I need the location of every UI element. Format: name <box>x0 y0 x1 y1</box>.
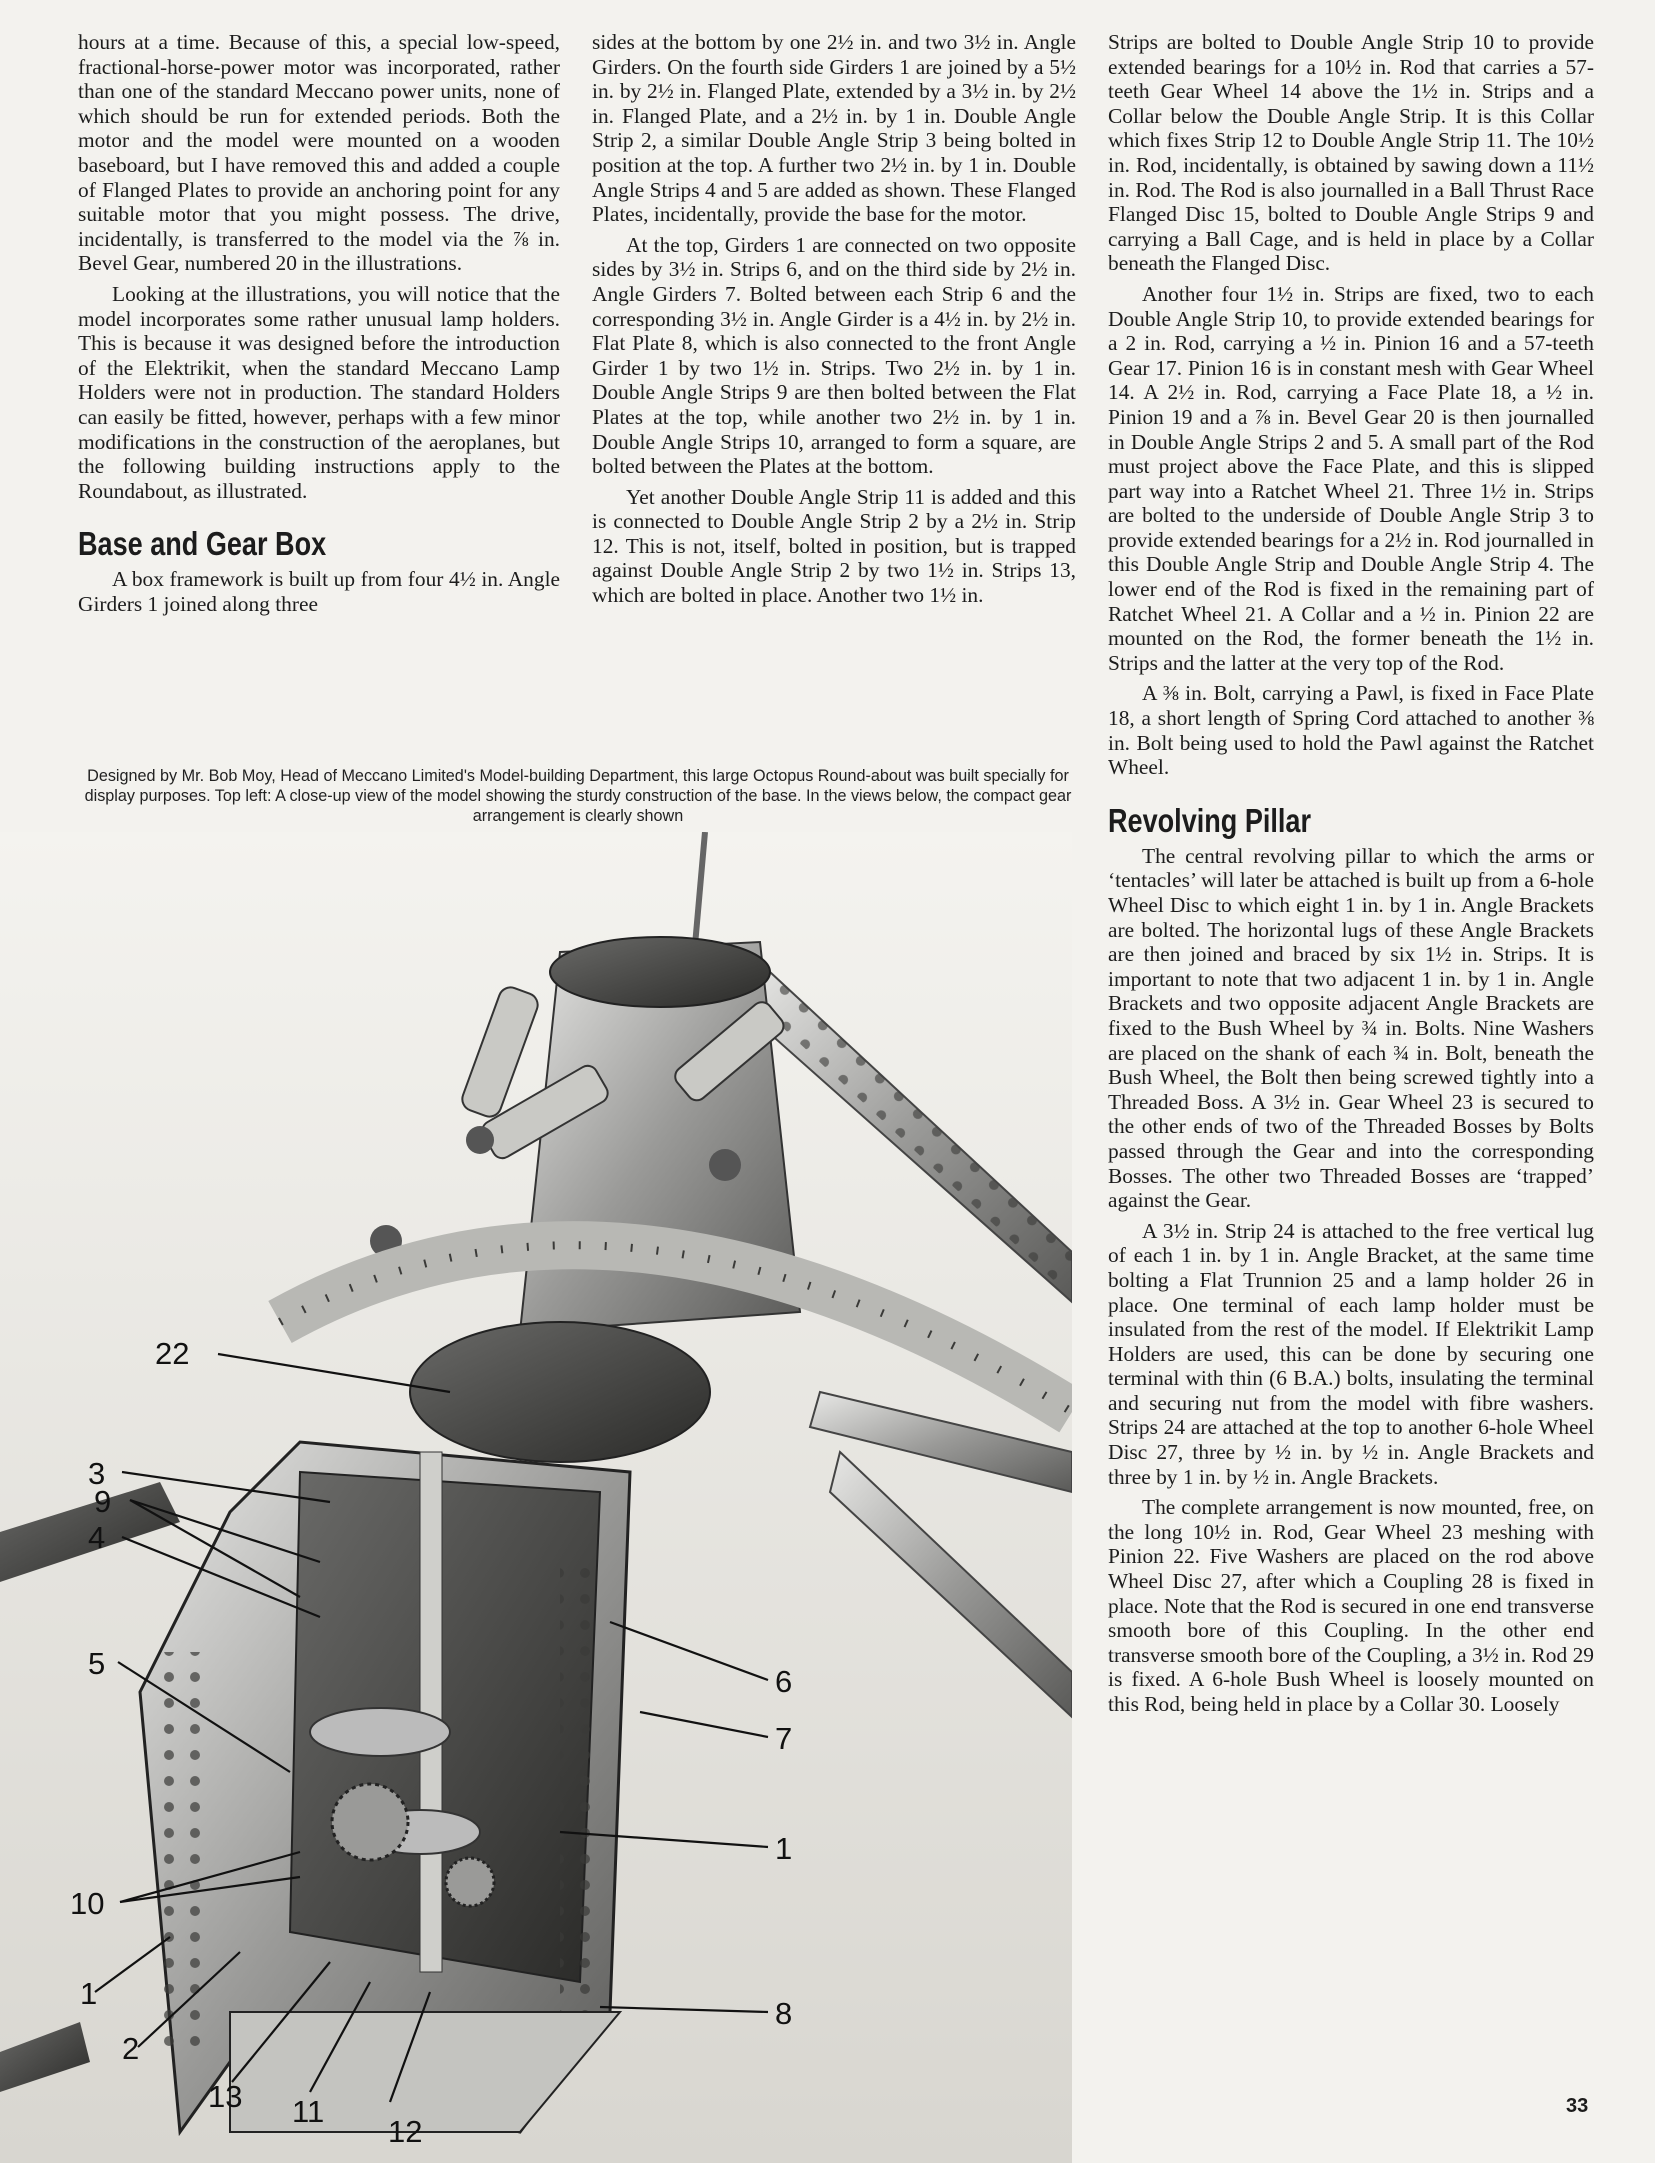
page-number: 33 <box>1566 2095 1589 2117</box>
section-heading-revolving-pillar: Revolving Pillar <box>1108 801 1312 839</box>
callout-22: 22 <box>155 1336 190 1371</box>
callout-5: 5 <box>88 1646 106 1681</box>
paragraph: The complete arrangement is now mounted, free, on the long 10½ in. Rod, Gear Wheel 23 meshing with Pinion 22. Five Washers are placed on the rod above Wheel Disc 27, after which a Coupling 28 is fixed in place. Note that the Rod is secured in one end transverse smooth bore of this Coupling. In the other end transverse smooth bore of the Coupling, a 3½ in. Rod 29 is fixed. A 6-hole Bush Wheel is loosely mounted on this Rod, being held in place by a Collar 30. Loosely <box>1108 1495 1594 1716</box>
paragraph: sides at the bottom by one 2½ in. and two 3½ in. Angle Girders. On the fourth side Girders 1 are joined by a 5½ in. by 2½ in. Flanged Plate, extended by a 3½ in. by 2½ in. Flanged Plate, and a 2½ in. by 1 in. Double Angle Strip 2, a similar Double Angle Strip 3 being bolted in position at the top. A further two 2½ in. by 1 in. Double Angle Strips 4 and 5 are added as shown. These Flanged Plates, incidentally, provide the base for the motor. <box>592 30 1076 227</box>
paragraph: Strips are bolted to Double Angle Strip 10 to provide extended bearings for a 10½ in. Rod that carries a 57-teeth Gear Wheel 14 above the 1½ in. Strips and a Collar below the Double Angle Strip. It is this Collar which fixes Strip 12 to Double Angle Strip 11. The 10½ in. Rod, incidentally, is obtained by sawing down a 11½ in. Rod. The Rod is also journalled in a Ball Thrust Race Flanged Disc 15, bolted to Double Angle Strips 9 and carrying a Ball Cage, and is held in place by a Collar beneath the Flanged Disc. <box>1108 30 1594 276</box>
callout-3: 3 <box>88 1456 106 1491</box>
paragraph: Another four 1½ in. Strips are fixed, two to each Double Angle Strip 10, to provide extended bearings for a 2 in. Rod, carrying a ½ in. Pinion 16 and a 57-teeth Gear 17. Pinion 16 is in constant mesh with Gear Wheel 14. A 2½ in. Rod, carrying a Face Plate 18, a ½ in. Pinion 19 and a ⅞ in. Bevel Gear 20 is then journalled in Double Angle Strips 2 and 5. A small part of the Rod must project above the Face Plate, and this is slipped part way into a Ratchet Wheel 21. Three 1½ in. Strips are bolted to the underside of Double Angle Strip 3 to provide extended bearings for a 2½ in. Rod journalled in this Double Angle Strip and Double Angle Strip 4. The lower end of the Rod is fixed in the remaining part of Ratchet Wheel 21. A Collar and a ½ in. Pinion 22 are mounted on the Rod, the former beneath the 1½ in. Strips and the latter at the very top of the Rod. <box>1108 281 1594 675</box>
paragraph: Yet another Double Angle Strip 11 is added and this is connected to Double Angle Strip 2 by a 2½ in. Strip 12. This is not, itself, bolted in position, but is trapped against Double Angle Strip 2 by two 1½ in. Strips 13, which are bolted in place. Another two 1½ in. <box>592 484 1076 608</box>
paragraph: A box framework is built up from four 4½ in. Angle Girders 1 joined along three <box>78 567 560 616</box>
paragraph: A 3½ in. Strip 24 is attached to the free vertical lug of each 1 in. by 1 in. Angle Bracket, at the same time bolting a Flat Trunnion 25 and a lamp holder 26 in place. One terminal of each lamp holder must be insulated from the rest of the model. If Elektrikit Lamp Holders are used, this can be done by securing one terminal with thin (6 B.A.) bolts, insulating the terminal and securing nut from the model with fibre washers. Strips 24 are attached at the top to another 6-hole Wheel Disc 27, three by ½ in. by ½ in. Angle Brackets and three by 1 in. by ½ in. Angle Brackets. <box>1108 1218 1594 1489</box>
callout-9: 9 <box>94 1484 112 1519</box>
paragraph: At the top, Girders 1 are connected on two opposite sides by 3½ in. Strips 6, and on the third side by 2½ in. Angle Girders 7. Bolted between each Strip 6 and the corresponding 3½ in. Angle Girder is a 4½ in. by 2½ in. Flat Plate 8, which is also connected to the front Angle Girder 1 by two 1½ in. Strips. Two 2½ in. by 1 in. Double Angle Strips 9 are then bolted between the Flat Plates at the top, while another two 2½ in. by 1 in. Double Angle Strips 10, arranged to form a square, are bolted between the Plates at the bottom. <box>592 232 1076 479</box>
callout-8: 8 <box>775 1996 793 2031</box>
paragraph: Looking at the illustrations, you will notice that the model incorporates some rather unusual lamp holders. This is because it was designed before the introduction of the Elektrikit, when the standard Meccano Lamp Holders were not in production. The standard Holders can easily be fitted, however, perhaps with a few minor modifications in the construction of the aeroplanes, but the following building instructions apply to the Roundabout, as illustrated. <box>78 281 560 503</box>
paragraph: hours at a time. Because of this, a special low-speed, fractional-horse-power motor was incorporated, rather than one of the standard Meccano power units, none of which should be run for extended periods. Both the motor and the model were mounted on a wooden baseboard, but I have removed this and added a couple of Flanged Plates to provide an anchoring point for any suitable motor that you might possess. The drive, incidentally, is transferred to the model via the ⅞ in. Bevel Gear, numbered 20 in the illustrations. <box>78 30 560 276</box>
callout-11: 11 <box>292 2094 325 2129</box>
model-photograph <box>0 832 1072 2163</box>
callout-1-lower: 1 <box>80 1976 98 2011</box>
gear-box <box>140 1442 630 2132</box>
text-column-1 <box>78 30 560 616</box>
callout-4: 4 <box>88 1520 106 1555</box>
callout-13: 13 <box>208 2079 243 2114</box>
photo-caption: Designed by Mr. Bob Moy, Head of Meccano Limited's Model-building Department, this large Octopus Round-about was built specially for display purposes. Top left: A close-up view of the model showing the sturdy construction of the base. In the views below, the compact gear arrangement is clearly shown <box>84 767 1072 825</box>
paragraph: A ⅜ in. Bolt, carrying a Pawl, is fixed in Face Plate 18, a short length of Spring Cord attached to another ⅜ in. Bolt being used to hold the Pawl against the Ratchet Wheel. <box>1108 681 1594 780</box>
callout-12: 12 <box>388 2114 423 2149</box>
paragraph: The central revolving pillar to which the arms or ‘tentacles’ will later be attached is built up from a 6-hole Wheel Disc to which eight 1 in. by 1 in. Angle Brackets are bolted. The horizontal lugs of these Angle Brackets are then joined and braced by six 1½ in. Strips. It is important to note that two adjacent 1 in. by 1 in. Angle Brackets and two opposite adjacent Angle Brackets are fixed to the Bush Wheel by ¾ in. Bolts. Nine Washers are placed on the shank of each ¾ in. Bolt, beneath the Bush Wheel, the Bolt then being screwed tightly into a Threaded Boss. A 3½ in. Gear Wheel 23 is secured to the other ends of two of the Threaded Bosses by Bolts passed through the Gear and into the corresponding Bosses. The other two Threaded Bosses are ‘trapped’ against the Gear. <box>1108 843 1594 1213</box>
callout-6: 6 <box>775 1664 793 1699</box>
section-heading-base-gear-box: Base and Gear Box <box>78 525 327 563</box>
callout-10: 10 <box>70 1886 105 1921</box>
callout-7: 7 <box>775 1721 793 1756</box>
text-column-2 <box>592 30 1076 608</box>
callout-2: 2 <box>122 2031 140 2066</box>
callout-1: 1 <box>775 1831 793 1866</box>
text-column-3 <box>1108 30 1594 1717</box>
